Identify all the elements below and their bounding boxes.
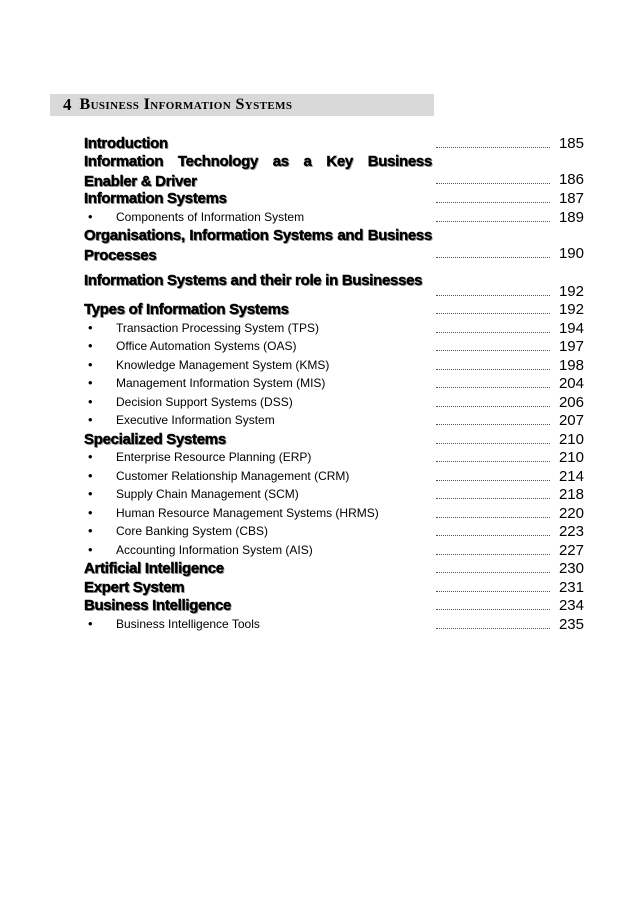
toc-entry-label: Information Technology as a Key Business Enabler & Driver <box>84 153 432 190</box>
toc-entry-label: Executive Information System <box>116 413 275 427</box>
bullet: • <box>88 375 93 390</box>
toc-entry-label: Human Resource Management Systems (HRMS) <box>116 506 379 520</box>
toc-entry-label: Enterprise Resource Planning (ERP) <box>116 450 312 464</box>
toc-entry-label: Transaction Processing System (TPS) <box>116 321 319 335</box>
dot-leader <box>436 257 550 258</box>
toc-entry-page: 234 <box>558 597 584 614</box>
toc-entry-label: Information Systems <box>84 190 227 207</box>
dot-leader <box>436 443 550 444</box>
toc-entry-page: 198 <box>558 357 584 374</box>
bullet: • <box>88 468 93 483</box>
toc-entry-page: 194 <box>558 320 584 337</box>
toc-entry-page: 218 <box>558 486 584 503</box>
toc-entry-label: Business Intelligence Tools <box>116 617 260 631</box>
toc-entry-label: Components of Information System <box>116 210 305 224</box>
dot-leader <box>436 387 550 388</box>
bullet: • <box>88 357 93 372</box>
toc-entry-page: 231 <box>558 579 584 596</box>
toc-entry-page: 197 <box>558 338 584 355</box>
toc-entry-page: 204 <box>558 375 584 392</box>
toc-entry-page: 192 <box>558 301 584 318</box>
dot-leader <box>436 313 550 314</box>
bullet: • <box>88 449 93 464</box>
dot-leader <box>436 202 550 203</box>
toc-entry-page: 223 <box>558 523 584 540</box>
toc-entry-page: 206 <box>558 394 584 411</box>
bullet: • <box>88 394 93 409</box>
dot-leader <box>436 572 550 573</box>
toc-entry-label: Accounting Information System (AIS) <box>116 543 313 557</box>
toc-entry-label: Knowledge Management System (KMS) <box>116 358 330 372</box>
toc-entry-label: Types of Information Systems <box>84 301 289 318</box>
toc-entry-page: 210 <box>558 431 584 448</box>
toc-entry-label: Information Systems and their role in Businesses <box>84 272 423 289</box>
toc-entry-label: Decision Support Systems (DSS) <box>116 395 293 409</box>
toc-entry-label: Core Banking System (CBS) <box>116 524 269 538</box>
dot-leader <box>436 332 550 333</box>
toc-entry-label: Customer Relationship Management (CRM) <box>116 469 350 483</box>
dot-leader <box>436 609 550 610</box>
bullet: • <box>88 320 93 335</box>
toc-entry-page: 190 <box>558 245 584 262</box>
dot-leader <box>436 591 550 592</box>
toc-entry-label: Business Intelligence <box>84 597 232 614</box>
toc-entry-page: 230 <box>558 560 584 577</box>
dot-leader <box>436 147 550 148</box>
dot-leader <box>436 424 550 425</box>
dot-leader <box>436 350 550 351</box>
dot-leader <box>436 295 550 296</box>
chapter-number: 4 <box>63 95 72 114</box>
bullet: • <box>88 209 93 224</box>
dot-leader <box>436 480 550 481</box>
toc-entry-page: 210 <box>558 449 584 466</box>
bullet: • <box>88 542 93 557</box>
dot-leader <box>436 221 550 222</box>
dot-leader <box>436 535 550 536</box>
bullet: • <box>88 505 93 520</box>
dot-leader <box>436 498 550 499</box>
toc-entry-page: 189 <box>558 209 584 226</box>
toc-entry-page: 187 <box>558 190 584 207</box>
toc-entry-page: 192 <box>558 283 584 300</box>
dot-leader <box>436 183 550 184</box>
dot-leader <box>436 461 550 462</box>
bullet: • <box>88 616 93 631</box>
toc-entry-label: Artificial Intelligence <box>84 560 224 577</box>
dot-leader <box>436 406 550 407</box>
chapter-title: Business Information Systems <box>79 96 293 113</box>
toc-entry-page: 185 <box>558 135 584 152</box>
toc-entry-label: Supply Chain Management (SCM) <box>116 487 299 501</box>
toc-entry-page: 227 <box>558 542 584 559</box>
toc-entry-label: Management Information System (MIS) <box>116 376 326 390</box>
dot-leader <box>436 517 550 518</box>
toc-entry-page: 186 <box>558 171 584 188</box>
toc-entry-label: Office Automation Systems (OAS) <box>116 339 297 353</box>
toc-entry-label: Introduction <box>84 135 168 152</box>
dot-leader <box>436 369 550 370</box>
bullet: • <box>88 486 93 501</box>
toc-entry-page: 235 <box>558 616 584 633</box>
toc-entry-label: Specialized Systems <box>84 431 226 448</box>
toc-entry-page: 207 <box>558 412 584 429</box>
bullet: • <box>88 338 93 353</box>
toc-entry-label: Organisations, Information Systems and Business Processes <box>84 227 432 264</box>
toc-entry-label: Expert System <box>84 579 185 596</box>
dot-leader <box>436 628 550 629</box>
bullet: • <box>88 412 93 427</box>
dot-leader <box>436 554 550 555</box>
toc-entry-page: 214 <box>558 468 584 485</box>
bullet: • <box>88 523 93 538</box>
toc-entry-page: 220 <box>558 505 584 522</box>
